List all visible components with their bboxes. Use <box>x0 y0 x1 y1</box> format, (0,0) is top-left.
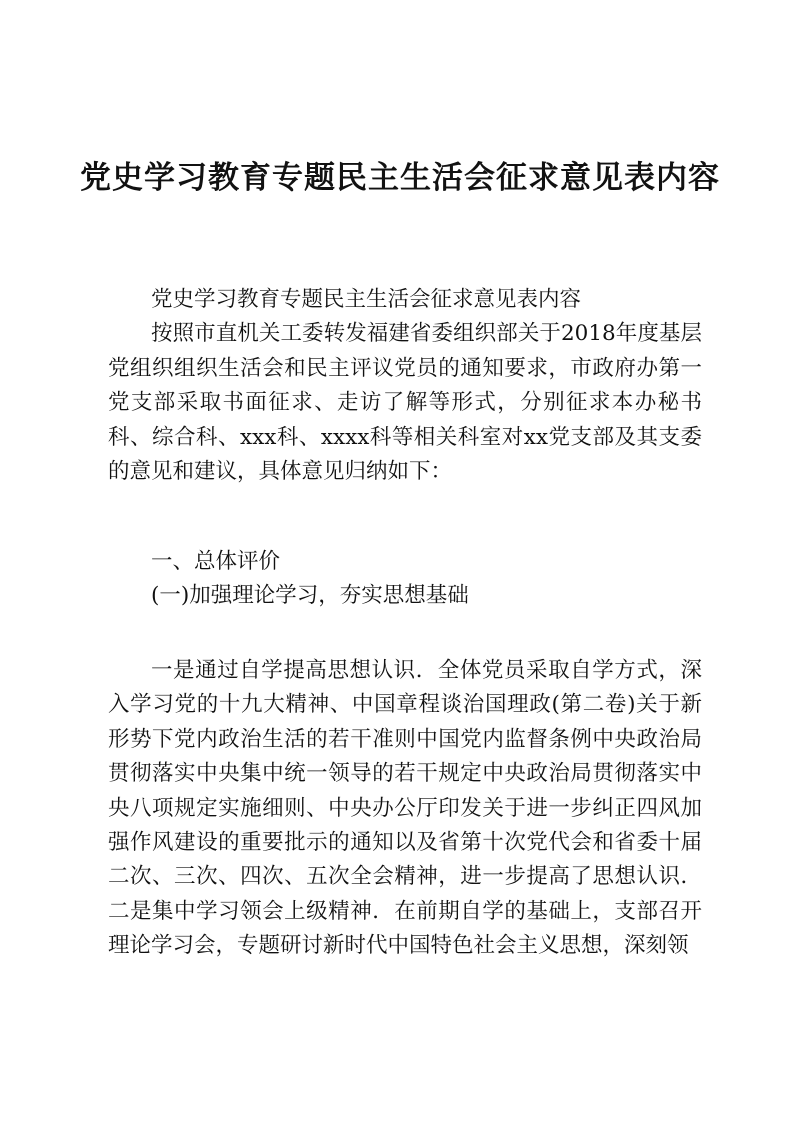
evaluation-section <box>108 545 702 614</box>
paragraph-self-study: 一是通过自学提高思想认识．全体党员采取自学方式，深入学习党的十九大精神、中国章程谈治国理政(第二卷)关于新形势下党内政治生活的若干准则中国党内监督条例中央政治局贯彻落实中央集中统一领导的若干规定中央政治局贯彻落实中央八项规定实施细则、中央办公厅印发关于进一步纠正四风加强作风建设的重要批示的通知以及省第十次党代会和省委十届二次、三次、四次、五次全会精神，进一步提高了思想认识．二是集中学习领会上级精神．在前期自学的基础上，支部召开理论学习会，专题研讨新时代中国特色社会主义思想，深刻领 <box>108 658 702 959</box>
paragraph-subtitle: 党史学习教育专题民主生活会征求意见表内容 <box>151 287 582 312</box>
intro-section <box>108 283 702 489</box>
subsection-heading-theory: (一)加强理论学习，夯实思想基础 <box>151 583 469 609</box>
section-heading-overall: 一、总体评价 <box>151 549 281 574</box>
document-title: 党史学习教育专题民主生活会征求意见表内容 <box>80 160 720 196</box>
study-section <box>108 654 702 964</box>
paragraph-notice: 按照市直机关工委转发福建省委组织部关于2018年度基层党组织组织生活会和民主评议党员的通知要求，市政府办第一党支部采取书面征求、走访了解等形式，分别征求本办秘书科、综合科、xxx科、xxxx科等相关科室对xx党支部及其支委的意见和建议，具体意见归纳如下： <box>108 321 702 485</box>
